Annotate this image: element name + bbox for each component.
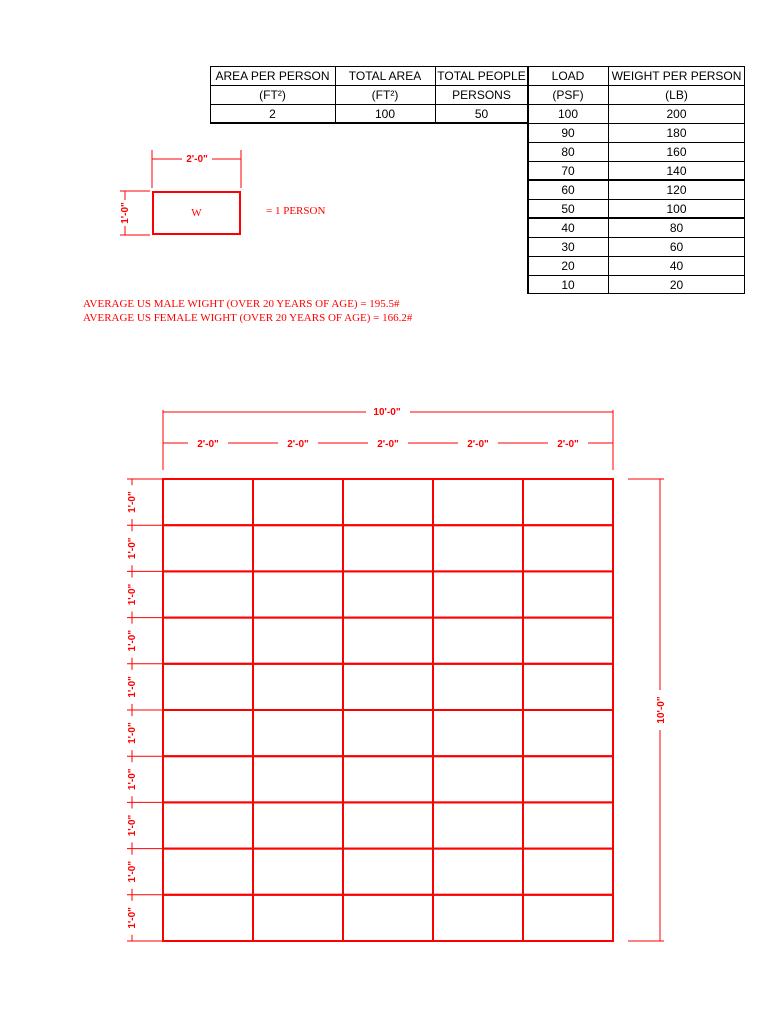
note-male-weight: AVERAGE US MALE WIGHT (OVER 20 YEARS OF AGE) = 195.5# xyxy=(83,298,400,310)
row-dim-label: 1'-0" xyxy=(127,676,138,698)
unit-weight-per-person: (LB) xyxy=(665,87,688,102)
row-dim-label: 1'-0" xyxy=(127,814,138,837)
grid-cell xyxy=(253,895,343,941)
grid-cell xyxy=(163,895,253,941)
load-cell: 90 xyxy=(561,125,575,140)
grid-cell xyxy=(163,525,253,571)
grid-cell xyxy=(523,849,613,895)
row-dim-label: 1'-0" xyxy=(127,860,138,883)
header-total-area: TOTAL AREA xyxy=(348,68,422,83)
unit-area-per-person: (FT²) xyxy=(259,87,286,102)
grid-cell xyxy=(253,849,343,895)
grid-cell xyxy=(433,525,523,571)
grid-cell xyxy=(163,571,253,617)
row-dim-label: 1'-0" xyxy=(127,537,138,560)
weight-cell: 180 xyxy=(666,125,687,140)
weight-cell: 200 xyxy=(666,106,687,121)
grid-cell xyxy=(433,802,523,848)
row-dim-label: 1'-0" xyxy=(127,722,138,744)
load-cell: 20 xyxy=(561,258,575,273)
weight-cell: 100 xyxy=(666,201,687,216)
load-cell: 70 xyxy=(561,163,575,178)
grid-cell xyxy=(433,710,523,756)
row-dim-label: 1'-0" xyxy=(127,768,138,791)
grid-cell xyxy=(433,618,523,664)
load-cell: 50 xyxy=(561,201,575,216)
grid-cell xyxy=(433,479,523,525)
legend-width-dim: 2'-0" xyxy=(186,154,208,165)
grid-cell xyxy=(163,618,253,664)
unit-load: (PSF) xyxy=(552,87,584,102)
row-dim-label: 1'-0" xyxy=(127,907,138,929)
grid-cell xyxy=(343,525,433,571)
grid-cell xyxy=(253,479,343,525)
grid-cell xyxy=(343,479,433,525)
grid-cell xyxy=(163,479,253,525)
grid-cell xyxy=(163,710,253,756)
grid-cell xyxy=(523,756,613,802)
overall-width-dim: 10'-0" xyxy=(373,407,401,418)
value-total-area: 100 xyxy=(374,106,396,121)
grid-cell xyxy=(163,802,253,848)
grid-cell xyxy=(343,664,433,710)
weight-cell: 40 xyxy=(669,258,684,273)
grid-cell xyxy=(253,710,343,756)
column-dim-label: 2'-0" xyxy=(467,439,489,450)
grid-cell xyxy=(523,571,613,617)
legend-box-label: W xyxy=(191,207,202,219)
column-dim-label: 2'-0" xyxy=(557,439,579,450)
grid-cell xyxy=(433,756,523,802)
grid-cell xyxy=(343,849,433,895)
grid-cell xyxy=(523,525,613,571)
grid-cell xyxy=(253,571,343,617)
grid-cell xyxy=(253,664,343,710)
grid-cell xyxy=(343,710,433,756)
grid-cell xyxy=(343,618,433,664)
grid-cell xyxy=(343,802,433,848)
grid-cell xyxy=(523,618,613,664)
grid-cell xyxy=(433,571,523,617)
overall-height-dim: 10'-0" xyxy=(656,696,667,724)
load-cell: 80 xyxy=(561,144,575,159)
grid-cell xyxy=(523,895,613,941)
row-dim-label: 1'-0" xyxy=(127,583,138,606)
grid-cell xyxy=(253,756,343,802)
grid-cell xyxy=(523,710,613,756)
grid-cell xyxy=(163,664,253,710)
load-cell: 100 xyxy=(557,106,579,121)
header-area-per-person: AREA PER PERSON xyxy=(215,68,330,83)
load-cell: 60 xyxy=(561,182,575,197)
weight-cell: 80 xyxy=(669,220,684,235)
load-cell: 10 xyxy=(561,277,575,292)
unit-total-area: (FT²) xyxy=(371,87,399,102)
weight-cell: 140 xyxy=(666,163,687,178)
load-cell: 30 xyxy=(561,239,575,254)
grid-cell xyxy=(433,895,523,941)
grid-cell xyxy=(433,664,523,710)
column-dim-label: 2'-0" xyxy=(197,439,219,450)
weight-cell: 20 xyxy=(669,277,684,292)
grid-cell xyxy=(163,849,253,895)
grid-cell xyxy=(523,479,613,525)
weight-cell: 60 xyxy=(669,239,684,254)
grid-cell xyxy=(523,664,613,710)
grid-cell xyxy=(253,618,343,664)
legend-equals-text: = 1 PERSON xyxy=(266,205,326,217)
weight-cell: 120 xyxy=(666,182,687,197)
grid-cell xyxy=(163,756,253,802)
weight-cell: 160 xyxy=(666,144,687,159)
grid-cell xyxy=(523,802,613,848)
row-dim-label: 1'-0" xyxy=(127,491,138,513)
grid-cell xyxy=(253,802,343,848)
value-total-people: 50 xyxy=(474,106,489,121)
note-female-weight: AVERAGE US FEMALE WIGHT (OVER 20 YEARS OF AGE) = 166.2# xyxy=(83,312,413,324)
header-total-people: TOTAL PEOPLE xyxy=(437,68,526,83)
header-weight-per-person: WEIGHT PER PERSON xyxy=(611,68,742,83)
grid-cell xyxy=(253,525,343,571)
grid-cell xyxy=(343,895,433,941)
header-load: LOAD xyxy=(551,68,585,83)
unit-total-people: PERSONS xyxy=(452,87,511,102)
grid-cell xyxy=(343,571,433,617)
row-dim-label: 1'-0" xyxy=(127,629,138,652)
column-dim-label: 2'-0" xyxy=(377,439,399,450)
column-dim-label: 2'-0" xyxy=(287,439,309,450)
value-area-per-person: 2 xyxy=(269,106,276,121)
grid-cell xyxy=(433,849,523,895)
load-cell: 40 xyxy=(561,220,575,235)
grid-cell xyxy=(343,756,433,802)
legend-height-dim: 1'-0" xyxy=(120,202,131,224)
